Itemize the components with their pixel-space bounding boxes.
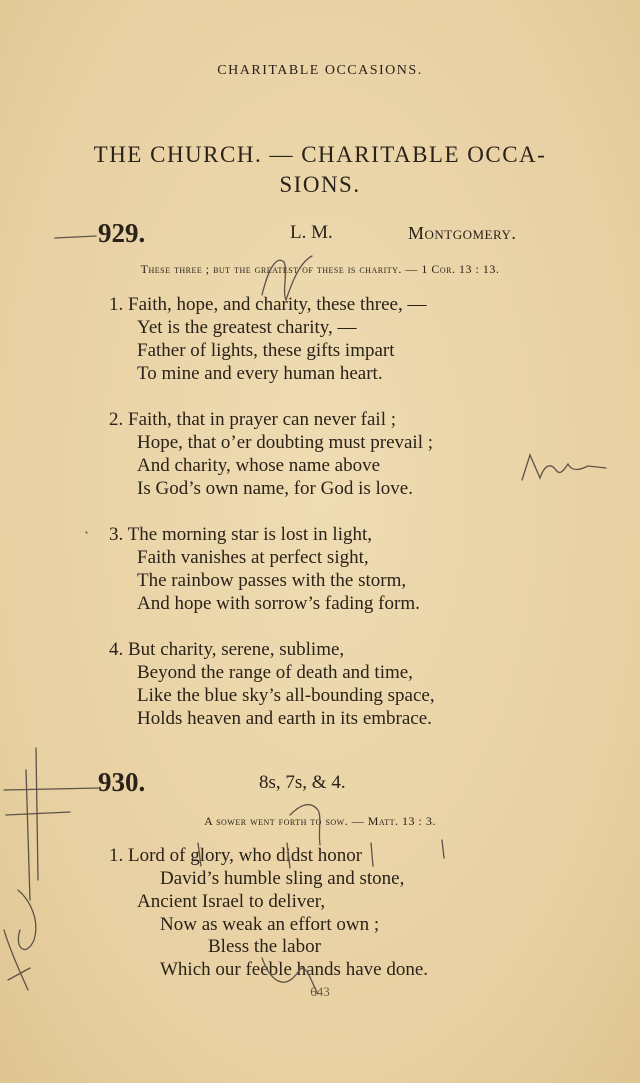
hymn-meter: 8s, 7s, & 4. <box>259 772 346 793</box>
pencil-scribble-930-low <box>262 958 318 994</box>
verse-line: 4. But charity, serene, sublime, <box>109 639 345 660</box>
hymn-930-epigraph: A sower went forth to sow. — Matt. 13 : 3. <box>204 814 436 828</box>
verse-line: Hope, that o’er doubting must prevail ; <box>137 432 434 453</box>
hymn-number: 929. <box>98 218 146 248</box>
running-head: CHARITABLE OCCASIONS. <box>217 63 423 78</box>
verse-line: 3. The morning star is lost in light, <box>109 524 373 545</box>
verse-line: Now as weak an effort own ; <box>160 914 380 935</box>
verse-line: Ancient Israel to deliver, <box>137 891 326 912</box>
hymn-meter: L. M. <box>290 222 333 243</box>
verse-line: Father of lights, these gifts impart <box>137 340 395 361</box>
verse-line: Like the blue sky’s all-bounding space, <box>137 685 435 706</box>
verse-line: Is God’s own name, for God is love. <box>137 478 413 499</box>
pencil-bar-1 <box>198 843 201 866</box>
pencil-bar-4 <box>442 840 444 858</box>
pencil-dash-929 <box>55 236 96 238</box>
section-title-line-1: THE CHURCH. — CHARITABLE OCCA- <box>93 142 547 167</box>
verse-line: David’s humble sling and stone, <box>160 868 405 889</box>
verse-line: And charity, whose name above <box>137 455 381 476</box>
pencil-bar-2 <box>287 843 290 868</box>
section-title-line-2: SIONS. <box>279 172 361 197</box>
verse-line: Yet is the greatest charity, — <box>137 317 357 338</box>
verse-line: To mine and every human heart. <box>137 363 383 384</box>
verse-line: Holds heaven and earth in its embrace. <box>137 708 432 729</box>
verse-line: Which our feeble hands have done. <box>160 959 429 980</box>
verse-line: 1. Faith, hope, and charity, these three, — <box>109 294 427 315</box>
verse-line: 1. Lord of glory, who didst honor <box>109 845 363 866</box>
pencil-cross-horizontal-2 <box>6 812 70 815</box>
pencil-dot <box>86 532 87 533</box>
hymn-number: 930. <box>98 767 146 797</box>
page-number: 643 <box>310 984 330 999</box>
pencil-scribble-929 <box>262 256 312 300</box>
verse-line: Faith vanishes at perfect sight, <box>137 547 369 568</box>
pencil-cross-horizontal-1 <box>4 788 100 790</box>
verse-line: Bless the labor <box>208 936 321 957</box>
verse-line: Beyond the range of death and time, <box>137 662 413 683</box>
verse-line: 2. Faith, that in prayer can never fail ; <box>109 409 397 430</box>
verse-line: And hope with sorrow’s fading form. <box>137 593 420 614</box>
pencil-scribble-930 <box>290 805 320 845</box>
pencil-margin-bottom-1 <box>18 890 36 949</box>
pencil-marginal-note <box>522 455 606 480</box>
pencil-margin-bottom-2 <box>4 930 30 990</box>
hymn-author: Montgomery. <box>408 223 517 243</box>
pencil-bar-3 <box>371 843 373 866</box>
verse-line: The rainbow passes with the storm, <box>137 570 407 591</box>
hymn-929-epigraph: These three ; but the greatest of these is charity. — 1 Cor. 13 : 13. <box>140 262 500 276</box>
